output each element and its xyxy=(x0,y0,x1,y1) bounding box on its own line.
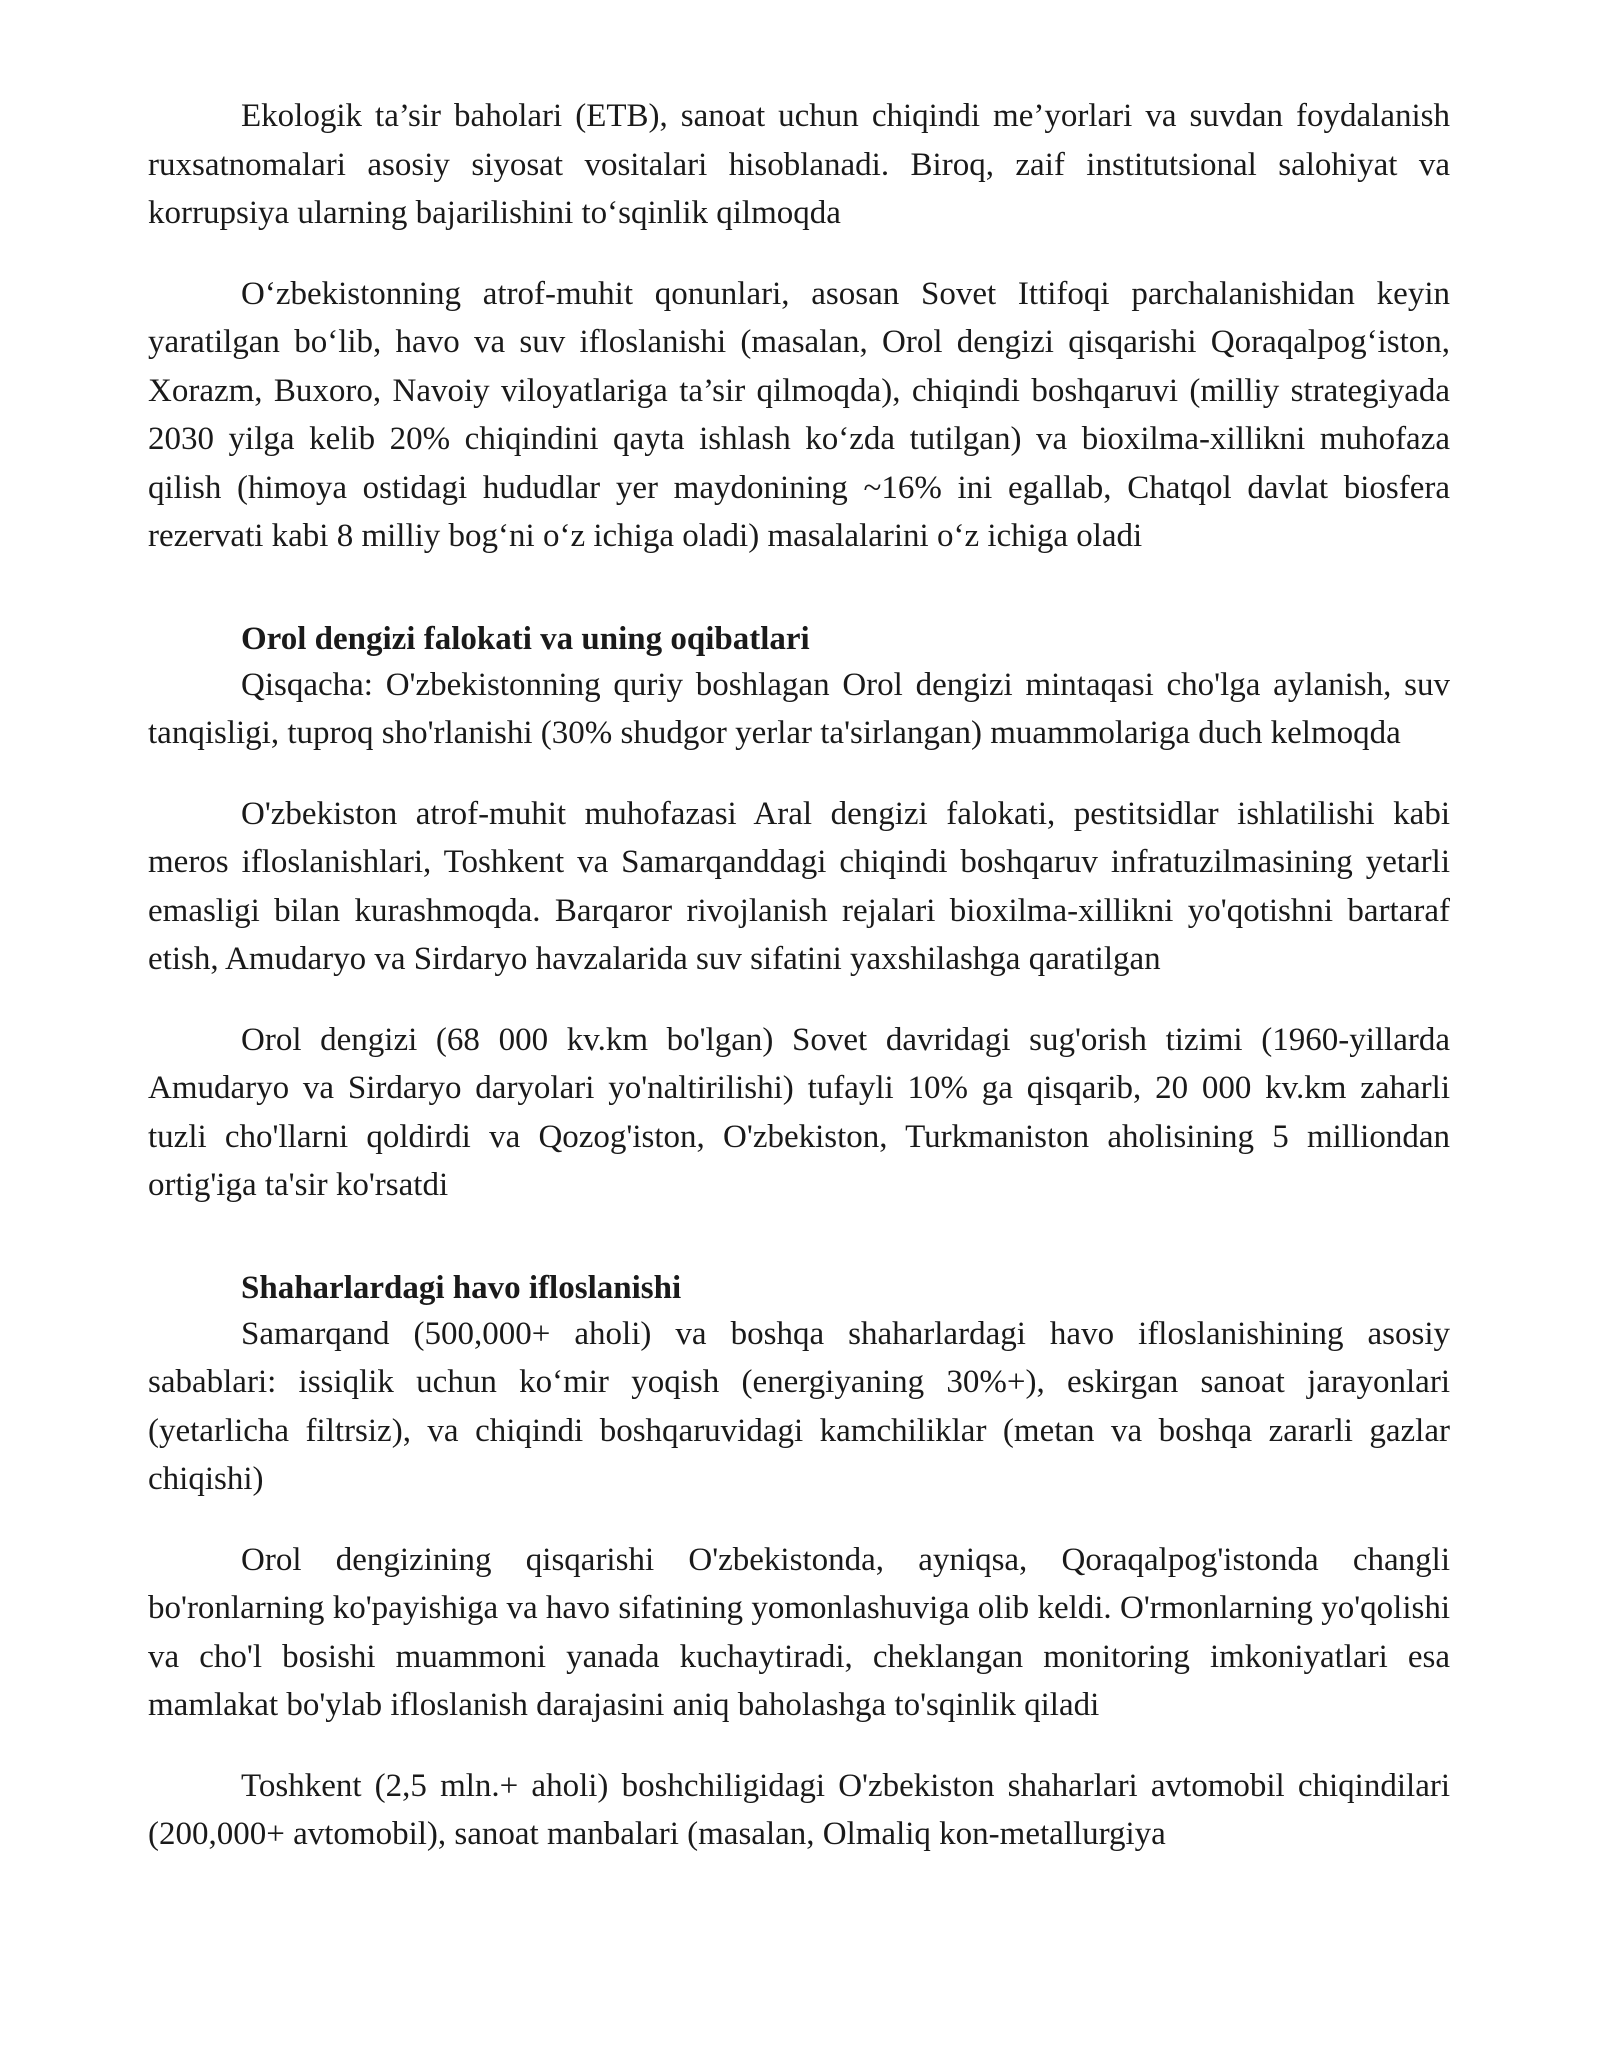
paragraph: Samarqand (500,000+ aholi) va boshqa shaharlardagi havo ifloslanishining asosiy sabablari: issiqlik uchun ko‘mir yoqish (energiyaning 30%+), eskirgan sanoat jarayonlari (yetarlicha filtrsiz), va chiqindi boshqaruvidagi kamchiliklar (metan va boshqa zararli gazlar chiqishi) xyxy=(148,1315,1450,1497)
paragraph: Orol dengizi (68 000 kv.km bo'lgan) Sovet davridagi sug'orish tizimi (1960-yillarda Amudaryo va Sirdaryo daryolari yo'naltirilishi) tufayli 10% ga qisqarib, 20 000 kv.km zaharli tuzli cho'llarni qoldirdi va Qozog'iston, O'zbekiston, Turkmaniston aholisining 5 milliondan ortig'iga ta'sir ko'rsatdi xyxy=(148,1021,1450,1203)
paragraph: Qisqacha: O'zbekistonning quriy boshlagan Orol dengizi mintaqasi cho'lga aylanish, suv tanqisligi, tuproq sho'rlanishi (30% shudgor yerlar ta'sirlangan) muammolariga duch kelmoqda xyxy=(148,666,1450,751)
paragraph: Ekologik ta’sir baholari (ETB), sanoat uchun chiqindi me’yorlari va suvdan foydalanish ruxsatnomalari asosiy siyosat vositalari hisoblanadi. Biroq, zaif institutsional salohiyat va korrupsiya ularning bajarilishini to‘sqinlik qilmoqda xyxy=(148,98,1450,231)
paragraph: Orol dengizining qisqarishi O'zbekistonda, ayniqsa, Qoraqalpog'istonda changli bo'ronlarning ko'payishiga va havo sifatining yomonlashuviga olib keldi. O'rmonlarning yo'qolishi va cho'l bosishi muammoni yanada kuchaytiradi, cheklangan monitoring imkoniyatlari esa mamlakat bo'ylab ifloslanish darajasini aniq baholashga to'sqinlik qiladi xyxy=(148,1541,1450,1723)
paragraph: O'zbekiston atrof-muhit muhofazasi Aral dengizi falokati, pestitsidlar ishlatilishi kabi meros ifloslanishlari, Toshkent va Samarqanddagi chiqindi boshqaruv infratuzilmasining yetarli emasligi bilan kurashmoqda. Barqaror rivojlanish rejalari bioxilma-xillikni yo'qotishni bartaraf etish, Amudaryo va Sirdaryo havzalarida suv sifatini yaxshilashga qaratilgan xyxy=(148,795,1450,977)
document-page xyxy=(148,92,1450,1859)
paragraph: Toshkent (2,5 mln.+ aholi) boshchiligidagi O'zbekiston shaharlari avtomobil chiqindilari (200,000+ avtomobil), sanoat manbalari (masalan, Olmaliq kon-metallurgiya xyxy=(148,1767,1450,1852)
section-heading: Orol dengizi falokati va uning oqibatlari xyxy=(241,620,810,657)
paragraph: O‘zbekistonning atrof-muhit qonunlari, asosan Sovet Ittifoqi parchalanishidan keyin yaratilgan bo‘lib, havo va suv ifloslanishi (masalan, Orol dengizi qisqarishi Qoraqalpog‘iston, Xorazm, Buxoro, Navoiy viloyatlariga ta’sir qilmoqda), chiqindi boshqaruvi (milliy strategiyada 2030 yilga kelib 20% chiqindini qayta ishlash ko‘zda tutilgan) va bioxilma-xillikni muhofaza qilish (himoya ostidagi hududlar yer maydonining ~16% ini egallab, Chatqol davlat biosfera rezervati kabi 8 milliy bog‘ni o‘z ichiga oladi) masalalarini o‘z ichiga oladi xyxy=(148,275,1450,554)
section-heading: Shaharlardagi havo ifloslanishi xyxy=(241,1269,682,1306)
